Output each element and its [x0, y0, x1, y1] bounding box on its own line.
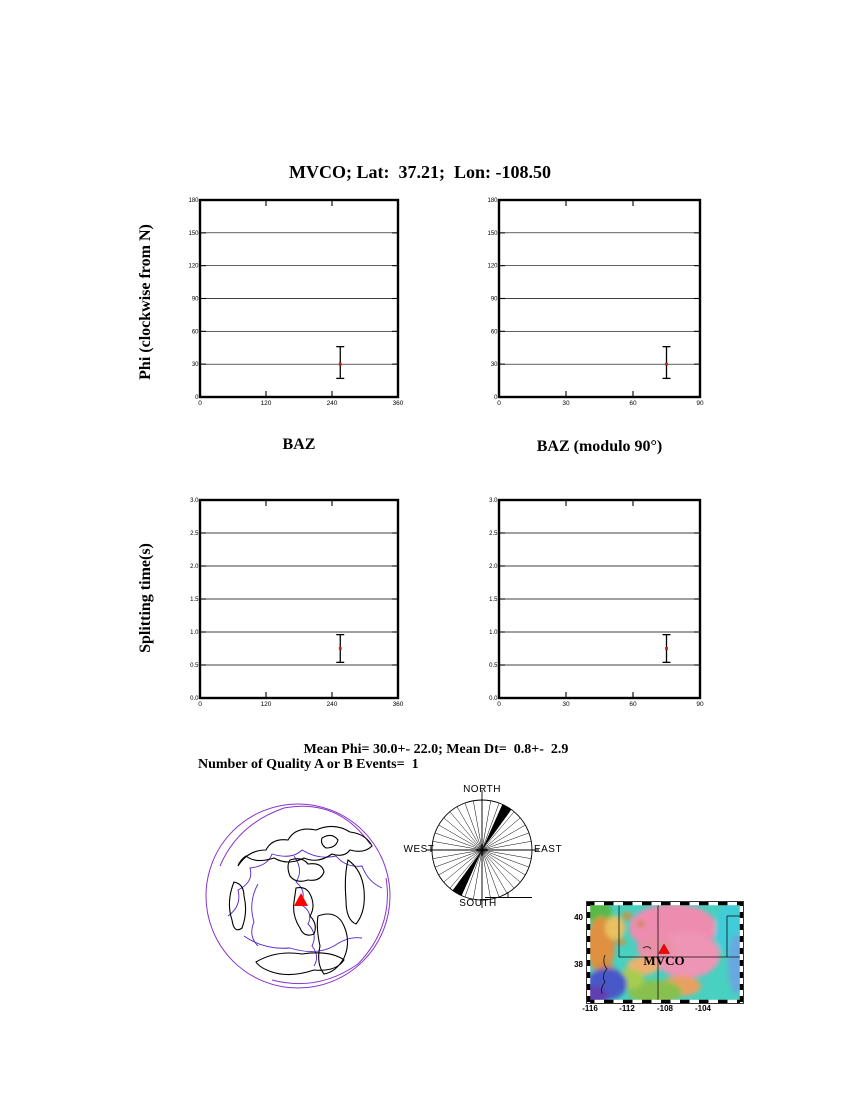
svg-text:2.5: 2.5	[190, 531, 199, 537]
svg-text:0: 0	[494, 395, 498, 401]
svg-text:2.0: 2.0	[190, 564, 199, 570]
map-xtick--108: -108	[656, 1004, 673, 1013]
dt-axis-label: Splitting time(s)	[137, 543, 154, 653]
svg-text:180: 180	[487, 198, 498, 204]
svg-text:30: 30	[490, 362, 498, 369]
map-ytick-40: 40	[574, 913, 583, 922]
svg-text:120: 120	[260, 701, 272, 708]
compass-south-label: SOUTH	[459, 898, 497, 909]
phi-axis-label: Phi (clockwise from N)	[137, 224, 154, 380]
svg-text:0.5: 0.5	[190, 663, 199, 669]
svg-text:0.0: 0.0	[489, 696, 498, 702]
svg-text:1.5: 1.5	[489, 597, 498, 603]
map-ytick-38: 38	[574, 960, 583, 969]
svg-text:240: 240	[326, 701, 338, 708]
svg-text:360: 360	[392, 400, 404, 407]
globe-map	[198, 796, 398, 996]
svg-text:3.0: 3.0	[190, 498, 199, 504]
svg-text:0: 0	[195, 395, 199, 401]
svg-text:0.5: 0.5	[489, 663, 498, 669]
chart-canvas	[487, 198, 704, 407]
svg-text:360: 360	[392, 701, 404, 708]
dt-vs-baz-mod90-chart	[489, 498, 704, 708]
svg-text:0: 0	[198, 400, 202, 407]
svg-text:150: 150	[487, 230, 498, 237]
event-count-text: Number of Quality A or B Events= 1	[198, 757, 419, 772]
svg-text:1.0: 1.0	[489, 630, 498, 636]
compass-east-label: EAST	[533, 844, 563, 855]
dt-vs-baz-chart	[190, 498, 404, 708]
phi-vs-baz-chart	[188, 198, 404, 407]
phi-vs-baz-mod90-chart	[487, 198, 704, 407]
baz-axis-label: BAZ	[282, 436, 316, 453]
svg-text:120: 120	[188, 263, 199, 270]
chart-canvas	[190, 498, 404, 708]
map-xtick--104: -104	[694, 1004, 711, 1013]
compass-north-label: NORTH	[463, 784, 501, 795]
map-frame-top	[587, 902, 743, 905]
baz-mod90-axis-label: BAZ (modulo 90°)	[536, 438, 663, 455]
svg-text:0: 0	[198, 701, 202, 708]
map-frame-right	[740, 902, 743, 1003]
svg-text:60: 60	[191, 329, 199, 336]
svg-text:90: 90	[490, 296, 498, 303]
svg-text:30: 30	[562, 400, 570, 407]
map-xtick--116: -116	[582, 1004, 598, 1013]
svg-text:150: 150	[188, 230, 199, 237]
svg-text:30: 30	[562, 701, 570, 708]
svg-text:1.0: 1.0	[190, 630, 199, 636]
compass-west-label: WEST	[403, 844, 435, 855]
svg-text:2.0: 2.0	[489, 564, 498, 570]
svg-text:3.0: 3.0	[489, 498, 498, 504]
chart-canvas	[489, 498, 704, 708]
svg-text:0.0: 0.0	[190, 696, 199, 702]
chart-canvas	[188, 198, 404, 407]
map-frame-bottom	[587, 1000, 743, 1003]
svg-text:0: 0	[497, 701, 501, 708]
map-station-label: MVCO	[643, 953, 685, 968]
mean-summary-text: Mean Phi= 30.0+- 22.0; Mean Dt= 0.8+- 2.9	[303, 742, 569, 757]
plate-boundaries	[228, 850, 382, 966]
globe-outline	[206, 804, 390, 988]
svg-text:1.5: 1.5	[190, 597, 199, 603]
page-title: MVCO; Lat: 37.21; Lon: -108.50	[289, 162, 551, 182]
svg-text:60: 60	[629, 400, 637, 407]
svg-text:30: 30	[191, 362, 199, 369]
map-xtick--112: -112	[619, 1004, 635, 1013]
svg-text:2.5: 2.5	[489, 531, 498, 537]
svg-text:90: 90	[191, 296, 199, 303]
svg-text:180: 180	[188, 198, 199, 204]
svg-text:60: 60	[490, 329, 498, 336]
globe-station-marker	[294, 893, 308, 906]
svg-text:240: 240	[326, 400, 338, 407]
svg-text:120: 120	[487, 263, 498, 270]
svg-text:120: 120	[260, 400, 272, 407]
map-frame-left	[587, 902, 590, 1003]
svg-text:0: 0	[497, 400, 501, 407]
svg-text:60: 60	[629, 701, 637, 708]
svg-text:90: 90	[696, 701, 704, 708]
svg-text:90: 90	[696, 400, 704, 407]
